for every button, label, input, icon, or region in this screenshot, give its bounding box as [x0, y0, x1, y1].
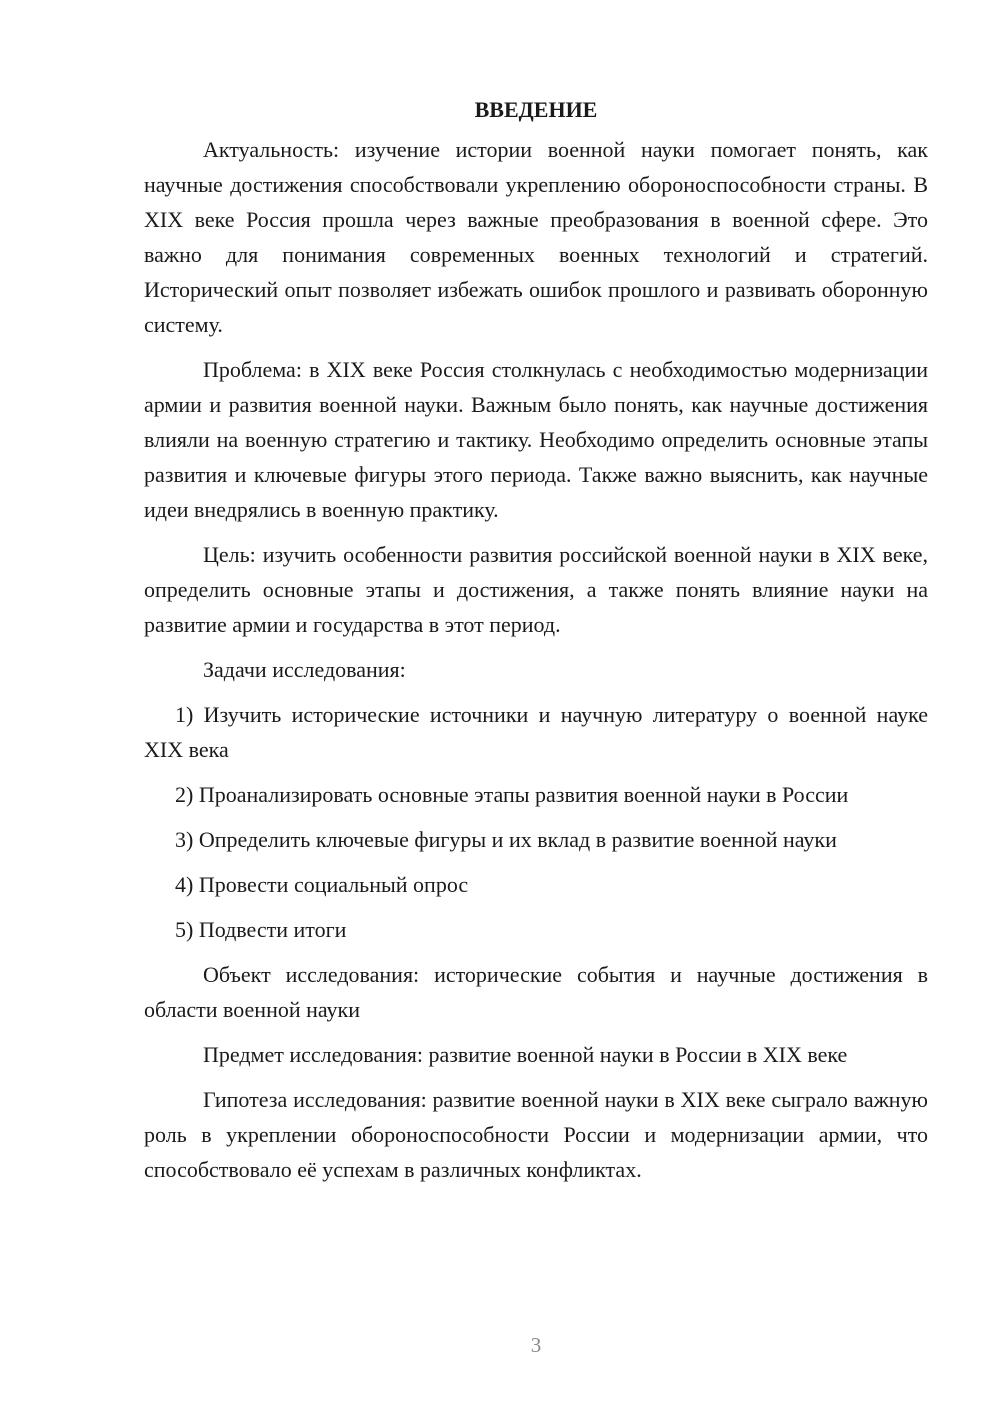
list-item: 2) Проанализировать основные этапы развития военной науки в России [175, 782, 849, 807]
document-body [144, 92, 928, 1197]
page-number: 3 [530, 1333, 542, 1357]
list-item: 1) Изучить исторические источники и научную литературу о военной науке XIX века [144, 702, 928, 762]
goal-paragraph: Цель: изучить особенности развития российской военной науки в XIX веке, определить основные этапы и достижения, а также понять влияние науки на развитие армии и государства в этот период. [144, 542, 928, 637]
object-paragraph: Объект исследования: исторические события и научные достижения в области военной науки [144, 962, 928, 1022]
list-item: 3) Определить ключевые фигуры и их вклад в развитие военной науки [175, 827, 837, 852]
hypothesis-paragraph: Гипотеза исследования: развитие военной науки в XIX веке сыграло важную роль в укреплении обороноспособности России и модернизации армии, что способствовало её успехам в различных конфликтах. [144, 1087, 928, 1182]
relevance-paragraph: Актуальность: изучение истории военной науки помогает понять, как научные достижения способствовали укреплению обороноспособности страны. В XIX веке Россия прошла через важные преобразования в военной сфере. Это важно для понимания современных военных технологий и стратегий. Исторический опыт позволяет избежать ошибок прошлого и развивать оборонную систему. [144, 137, 928, 337]
tasks-list [144, 697, 928, 947]
tasks-heading: Задачи исследования: [203, 657, 406, 682]
section-heading: ВВЕДЕНИЕ [474, 97, 598, 122]
problem-paragraph: Проблема: в XIX веке Россия столкнулась с необходимостью модернизации армии и развития военной науки. Важным было понять, как научные достижения влияли на военную стратегию и тактику. Необходимо определить основные этапы развития и ключевые фигуры этого периода. Также важно выяснить, как научные идеи внедрялись в военную практику. [144, 357, 928, 522]
list-item: 5) Подвести итоги [175, 917, 347, 942]
list-item: 4) Провести социальный опрос [175, 872, 469, 897]
subject-paragraph: Предмет исследования: развитие военной науки в России в XIX веке [203, 1042, 848, 1067]
